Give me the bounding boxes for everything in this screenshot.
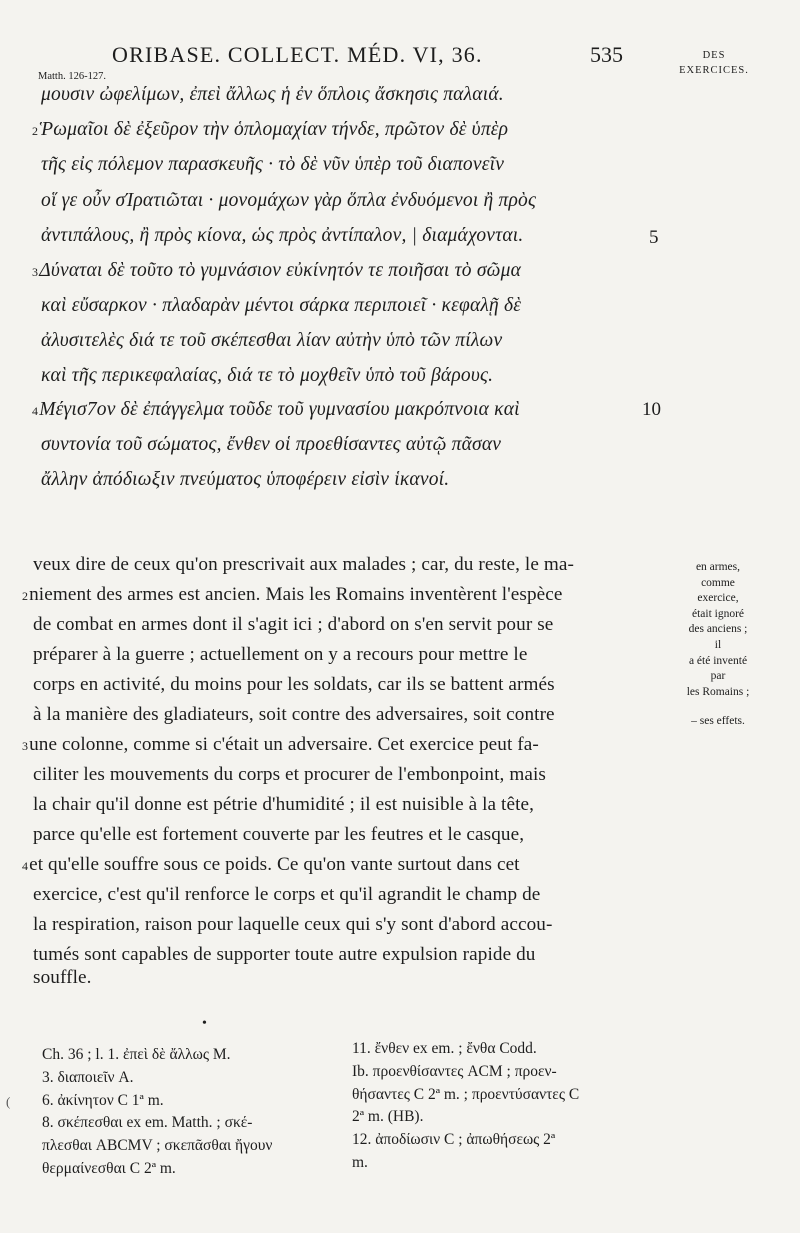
- greek-line-text: μουσιν ὠφελίμων, ἐπεὶ ἄλλως ἡ ἐν ὅπλοις ἄσκησις παλαιά.: [41, 84, 504, 105]
- paragraph-number: 3: [22, 739, 29, 753]
- margin-note-line: comme: [701, 576, 735, 589]
- french-line-text: et qu'elle souffre sous ce poids. Ce qu'on vante surtout dans cet: [29, 854, 520, 875]
- french-line: [32, 944, 535, 966]
- french-line-text: souffle.: [33, 967, 92, 988]
- greek-line-text: ἄλλην ἀπόδιωξιν πνεύματος ὑποφέρειν εἰσὶν ἱκανοί.: [41, 469, 450, 490]
- greek-line: [40, 295, 521, 317]
- french-line-text: à la manière des gladiateurs, soit contre des adversaires, soit contre: [33, 704, 555, 725]
- french-line: [32, 884, 540, 906]
- french-line: [32, 794, 534, 816]
- paragraph-number: 2: [32, 124, 39, 138]
- paragraph-number: 2: [22, 589, 29, 603]
- footnote-line: 11. ἔνθεν ex em. ; ἔνθα Codd.: [352, 1040, 537, 1057]
- greek-line: [40, 434, 501, 456]
- footnote-line: πλεσθαι ABCMV ; σκεπᾶσθαι ἤγουν: [42, 1137, 273, 1155]
- french-line: [32, 967, 92, 989]
- french-line: [32, 614, 553, 636]
- margin-note-line: a été inventé: [688, 654, 748, 667]
- french-line-text: de combat en armes dont il s'agit ici ; d'abord on s'en servit pour se: [33, 614, 554, 635]
- french-line-text: préparer à la guerre ; actuellement on y a recours pour mettre le: [33, 644, 528, 665]
- greek-line-text: ἀλυσιτελὲς διά τε τοῦ σκέπεσθαι λίαν αὐτὴν ὑπὸ τῶν πίλων: [41, 330, 503, 351]
- french-line: [32, 554, 574, 576]
- running-title: ORIBASE. COLLECT. MÉD. VI, 36.: [112, 42, 483, 67]
- french-line: [32, 644, 527, 666]
- footnote-line: 8. σκέπεσθαι ex em. Matth. ; σκέ-: [42, 1114, 253, 1132]
- greek-line: [40, 225, 523, 247]
- footnote-line: 12. ἀποδίωσιν C ; ἀπωθήσεως 2ª: [352, 1131, 556, 1149]
- french-line-text: exercice, c'est qu'il renforce le corps et qu'il agrandit le champ de: [33, 884, 541, 905]
- matth-reference: Matth. 126-127.: [38, 71, 106, 82]
- greek-line: [40, 84, 504, 106]
- greek-line-text: καὶ εὔσαρκον · πλαδαρὰν μέντοι σάρκα περιποιεῖ · κεφαλῇ δὲ: [41, 295, 522, 316]
- french-line-text: parce qu'elle est fortement couverte par les feutres et le casque,: [33, 824, 525, 845]
- greek-line-text: συντονία τοῦ σώματος, ἔνθεν οἱ προεθίσαντες αὐτῷ πᾶσαν: [41, 434, 502, 455]
- separator-dot: •: [202, 1016, 207, 1031]
- page-number: 535: [590, 42, 623, 67]
- french-line-text: tumés sont capables de supporter toute autre expulsion rapide du: [33, 944, 536, 965]
- paragraph-number: 3: [32, 265, 39, 279]
- greek-line: [40, 365, 493, 387]
- french-line: [22, 584, 563, 606]
- footnote-line: m.: [352, 1153, 368, 1171]
- margin-summary: [672, 560, 764, 730]
- greek-line: [40, 330, 502, 352]
- footnote-line: 3. διαποιεῖν A.: [42, 1068, 134, 1086]
- margin-note-line: des anciens ;: [688, 623, 748, 636]
- line-number: 10: [642, 399, 661, 420]
- critical-apparatus-left: [42, 1044, 342, 1181]
- greek-line-text: καὶ τῆς περικεφαλαίας, διά τε τὸ μοχθεῖν ὑπὸ τοῦ βάρους.: [41, 365, 494, 386]
- french-line-text: niement des armes est ancien. Mais les Romains inventèrent l'espèce: [29, 584, 563, 605]
- french-line: [32, 704, 555, 726]
- margin-note-line: – ses effets.: [691, 715, 745, 728]
- margin-note-line: était ignoré: [691, 607, 745, 620]
- footnote-line: Ib. προενθίσαντες ACM ; προεν-: [352, 1062, 557, 1080]
- greek-line: [32, 260, 521, 282]
- french-line: [32, 764, 546, 786]
- greek-line-text: Ῥωμαῖοι δὲ ἐξεῦρον τὴν ὁπλομαχίαν τήνδε, πρῶτον δὲ ὑπὲρ: [39, 119, 509, 140]
- greek-line-text: Δύναται δὲ τοῦτο τὸ γυμνάσιον εὐκίνητόν τε ποιῆσαι τὸ σῶμα: [39, 260, 522, 281]
- greek-line-text: Μέγισ7ον δὲ ἐπάγγελμα τοῦδε τοῦ γυμνασίου μακρόπνοια καὶ: [39, 399, 520, 420]
- section-heading-line: DES: [702, 50, 726, 61]
- french-line: [32, 674, 555, 696]
- footnote-line: Ch. 36 ; l. 1. ἐπεὶ δὲ ἄλλως M.: [42, 1046, 231, 1063]
- greek-line: [40, 190, 536, 212]
- greek-line: [40, 154, 504, 176]
- greek-line-text: οἵ γε οὖν σΊρατιῶται · μονομάχων γὰρ ὅπλα ἐνδυόμενοι ἢ πρὸς: [41, 190, 537, 211]
- french-line-text: corps en activité, du moins pour les soldats, car ils se battent armés: [33, 674, 555, 695]
- critical-apparatus-right: [352, 1038, 652, 1175]
- greek-line: [32, 119, 508, 141]
- french-line-text: ciliter les mouvements du corps et procurer de l'embonpoint, mais: [33, 764, 546, 785]
- margin-note-line: les Romains ;: [686, 685, 750, 698]
- footnote-line: θήσαντες C 2ª m. ; προεντύσαντες C: [352, 1085, 580, 1103]
- line-number: 5: [649, 227, 659, 248]
- greek-line-text: τῆς εἰς πόλεμον παρασκευῆς · τὸ δὲ νῦν ὑπὲρ τοῦ διαπονεῖν: [41, 154, 505, 175]
- footnote-line: 2ª m. (HB).: [352, 1108, 424, 1126]
- french-line-text: la respiration, raison pour laquelle ceux qui s'y sont d'abord accou-: [33, 914, 553, 935]
- margin-tick-mark: (: [6, 1094, 11, 1109]
- paragraph-number: 4: [32, 404, 39, 418]
- french-line-text: une colonne, comme si c'était un adversaire. Cet exercice peut fa-: [29, 734, 539, 755]
- margin-note-line: il: [714, 638, 722, 651]
- french-line-text: veux dire de ceux qu'on prescrivait aux malades ; car, du reste, le ma-: [33, 554, 574, 575]
- paragraph-number: 4: [22, 859, 29, 873]
- section-heading: [668, 48, 760, 78]
- french-line: [32, 824, 524, 846]
- margin-note-line: en armes,: [695, 561, 741, 573]
- greek-line-text: ἀντιπάλους, ἢ πρὸς κίονα, ὡς πρὸς ἀντίπαλον, | διαμάχονται.: [41, 225, 524, 246]
- french-line: [22, 854, 520, 876]
- margin-note-line: par: [710, 670, 726, 683]
- section-heading-line: EXERCICES.: [679, 65, 749, 76]
- french-line: [22, 734, 539, 756]
- footnote-line: θερμαίνεσθαι C 2ª m.: [42, 1159, 176, 1177]
- greek-line: [32, 399, 520, 421]
- margin-note-line: exercice,: [697, 592, 739, 605]
- french-line: [32, 914, 552, 936]
- footnote-line: 6. ἀκίνητον C 1ª m.: [42, 1091, 164, 1109]
- greek-line: [40, 469, 449, 491]
- french-line-text: la chair qu'il donne est pétrie d'humidité ; il est nuisible à la tête,: [33, 794, 535, 815]
